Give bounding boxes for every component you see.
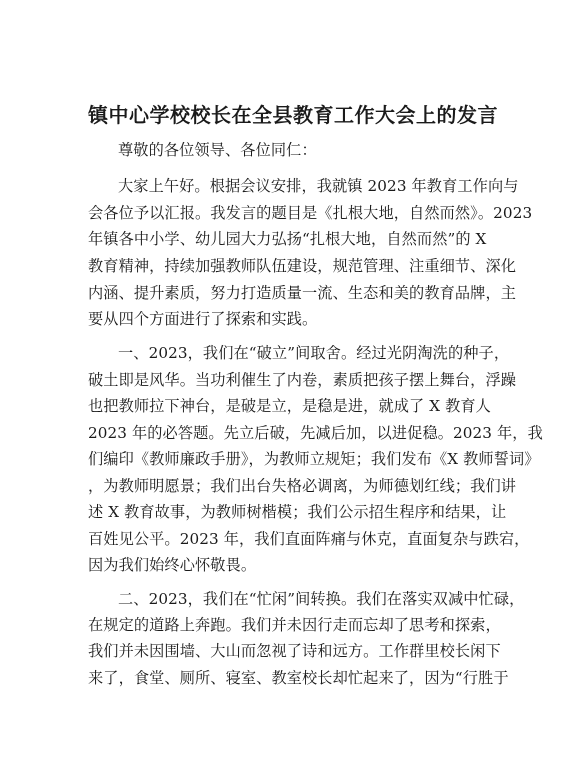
- paragraph-2-line-1: 一、2023，我们在“破立”间取舍。经过光阴淘洗的种子，: [118, 344, 510, 362]
- paragraph-1-line-5: 内涵、提升素质，努力打造质量一流、生态和美的教育品牌，主: [88, 284, 517, 302]
- paragraph-2-line-9: 因为我们始终心怀敬畏。: [88, 556, 257, 574]
- paragraph-3-line-1: 二、2023，我们在“忙闲”间转换。我们在落实双减中忙碌，: [118, 590, 525, 608]
- paragraph-3-line-4: 来了，食堂、厕所、寝室、教室校长却忙起来了，因为“行胜于: [88, 669, 509, 687]
- paragraph-2-line-3: 也把教师拉下神台，是破是立，是稳是进，就成了 X 教育人: [88, 397, 491, 415]
- paragraph-2-line-7: 述 X 教育故事，为教师树楷模；我们公示招生程序和结果，让: [88, 503, 507, 521]
- paragraph-1-line-4: 教育精神，持续加强教师队伍建设，规范管理、注重细节、深化: [88, 257, 517, 275]
- paragraph-2-line-8: 百姓见公平。2023 年，我们直面阵痛与休克，直面复杂与跌宕，: [88, 530, 530, 548]
- paragraph-3-line-3: 我们并未因围墙、大山而忽视了诗和远方。工作群里校长闲下: [88, 642, 501, 660]
- paragraph-2-line-5: 们编印《教师廉政手册》，为教师立规矩；我们发布《X 教师誓词》: [88, 450, 540, 468]
- paragraph-1-line-6: 要从四个方面进行了探索和实践。: [88, 310, 318, 328]
- paragraph-2-line-4: 2023 年的必答题。先立后破，先减后加，以进促稳。2023 年，我: [88, 424, 543, 442]
- paragraph-2-line-2: 破土即是风华。当功利催生了内卷，素质把孩子摆上舞台，浮躁: [88, 371, 517, 389]
- paragraph-2-line-6: ，为教师明愿景；我们出台失格必调离，为师德划红线；我们讲: [88, 477, 517, 495]
- document-title: 镇中心学校校长在全县教育工作大会上的发言: [88, 103, 498, 127]
- salutation: 尊敬的各位领导、各位同仁：: [118, 141, 317, 159]
- paragraph-1-line-1: 大家上午好。根据会议安排，我就镇 2023 年教育工作向与: [118, 177, 519, 195]
- paragraph-1-line-2: 会各位予以汇报。我发言的题目是《扎根大地，自然而然》。2023: [88, 204, 533, 222]
- paragraph-1-line-3: 年镇各中小学、幼儿园大力弘扬“扎根大地，自然而然”的 X: [88, 230, 487, 248]
- paragraph-3-line-2: 在规定的道路上奔跑。我们并未因行走而忘却了思考和探索，: [88, 616, 501, 634]
